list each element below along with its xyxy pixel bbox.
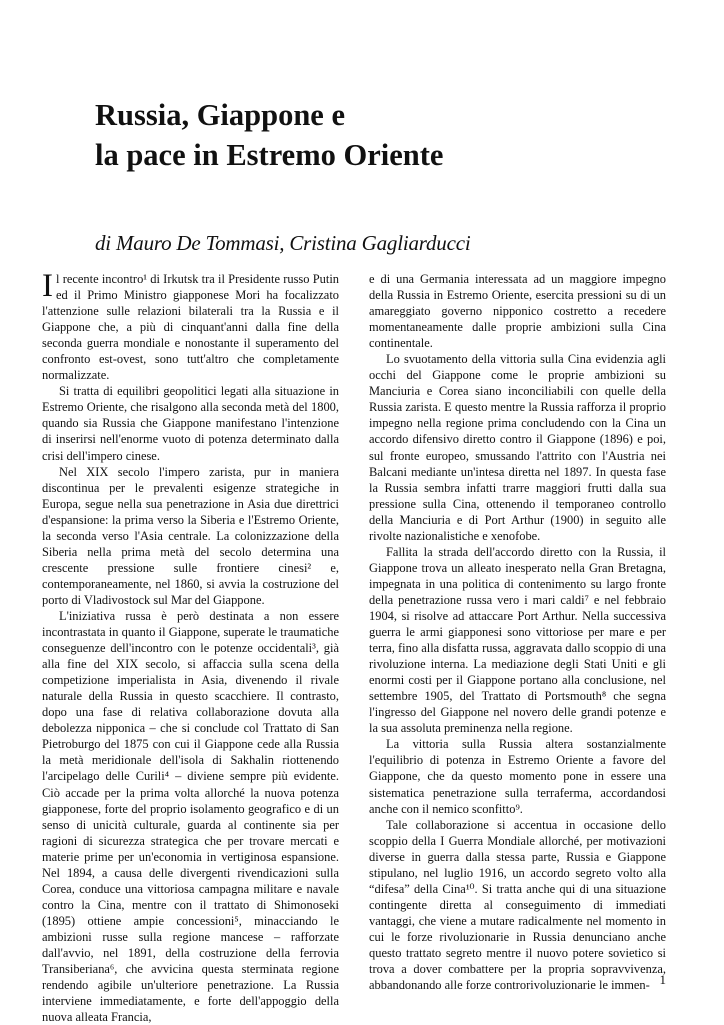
article-title bbox=[95, 95, 443, 175]
paragraph: e di una Germania interessata ad un maggiore impegno della Russia in Estremo Oriente, esercita pressioni su di un amareggiato governo nipponico costretto a recedere momentaneamente dalle proprie ambizioni sulla Cina continentale. bbox=[369, 272, 666, 351]
title-line-2: la pace in Estremo Oriente bbox=[95, 138, 444, 172]
paragraph: Fallita la strada dell'accordo diretto con la Russia, il Giappone trova un alleato inesperato nella Gran Bretagna, impegnata in una politica di contenimento su largo fronte della penetrazione russa vero i mari caldi⁷ e nel febbraio 1904, si risolve ad attaccare Port Arthur. Nella successiva guerra le armi giapponesi sono vittoriose per mare e per terra, fino alla disfatta russa, aggravata dallo scoppio di una rivoluzione interna. La mediazione degli Stati Uniti e gli enormi costi per il Giappone portano alla conclusione, nel settembre 1905, del Trattato di Portsmouth⁸ che segna l'ingresso del Giappone nel novero delle grandi potenze e la sua assoluta preminenza nella regione. bbox=[369, 544, 666, 736]
right-column bbox=[369, 271, 666, 993]
drop-cap: I bbox=[42, 268, 53, 304]
paragraph: L'iniziativa russa è però destinata a non essere incontrastata in quanto il Giappone, superate le traumatiche conseguenze dell'incontro con le potenze occidentali³, già alla fine del XIX secolo, si affaccia sulla scena della competizione imperialista in Asia, divenendo il rivale naturale della Russia in questo scacchiere. Il contrasto, dopo una fase di relativa collaborazione dovuta alla debolezza nipponica – che si conclude col Trattato di San Pietroburgo del 1875 con cui il Giappone cede alla Russia la metà meridionale dell'isola di Sakhalin riottenendo l'arcipelago delle Curili⁴ – diviene sempre più evidente. Ciò accade per la prima volta allorché la nuova potenza giapponese, forte del proprio isolamento geografico e di un senso di unicità culturale, guarda al continente sia per ragioni di sicurezza strategica che per trovare mercati e materie prime per un'economia in vertiginosa espansione. Nel 1894, a causa delle divergenti rivendicazioni sulla Corea, conduce una vittoriosa campagna militare e navale contro la Cina, mentre con il trattato di Shimonoseki (1895) ottiene ampie concessioni⁵, minacciando le ambizioni russe sulla regione mancese – rafforzate dall'avvio, nel 1891, della costruzione della ferrovia Transiberiana⁶, che avvicina questa sterminata regione rendendo agibile un'ulteriore penetrazione. La Russia interviene immediatamente, e forte dell'appoggio della nuova alleata Francia, bbox=[42, 608, 339, 1025]
left-column bbox=[42, 268, 339, 1025]
paragraph: Lo svuotamento della vittoria sulla Cina evidenzia agli occhi del Giappone come le proprie ambizioni su Manciuria e Corea siano inconciliabili con quelle della Russia zarista. E questo mentre la Russia rafforza il proprio impegno nella regione prima concludendo con la Cina un accordo difensivo diretto contro il Giappone (1896) e poi, sul fronte europeo, smussando l'attrito con l'Austria nei Balcani mediante un'intesa diretta nel 1897. In questa fase la Russia sembra infatti trarre maggiori frutti dalla sua pressione sulla Cina, ottenendo il temporaneo controllo della Manciuria e di Port Arthur (1900) in seguito alle rivolte nazionalistiche e xenofobe. bbox=[369, 352, 666, 543]
paragraph: Tale collaborazione si accentua in occasione dello scoppio della I Guerra Mondiale allorché, per motivazioni diverse in guerra dalla stessa parte, Russia e Giappone stipulano, nel luglio 1916, un accordo segreto volto alla “difesa” della Cina¹⁰. Si tratta anche qui di una situazione contingente diretta al conseguimento di immediati vantaggi, che viene a mutare radicalmente nel momento in cui le forze rivoluzionarie in Russia denunciano anche questo trattato segreto mentre il nuovo potere sovietico si trova a dover combattere per la propria sopravvivenza, abbandonando alle forze controrivoluzionarie le immen- bbox=[369, 817, 666, 993]
paragraph: Si tratta di equilibri geopolitici legati alla situazione in Estremo Oriente, che risalgono alla seconda metà del 1800, quando sia Russia che Giappone manifestano l'intenzione di inserirsi nell'enorme vuoto di potenza determinato dalla crisi dell'impero cinese. bbox=[42, 384, 339, 463]
article-authors: di Mauro De Tommasi, Cristina Gagliarducci bbox=[95, 231, 471, 255]
title-line-1: Russia, Giappone e bbox=[95, 98, 345, 132]
paragraph bbox=[42, 268, 339, 383]
page-number: 1 bbox=[659, 972, 666, 987]
paragraph: La vittoria sulla Russia altera sostanzialmente l'equilibrio di potenza in Estremo Oriente a favore del Giappone, che da questo momento pone in essere una sistematica penetrazione sulla terraferma, accordandosi anche con il nemico sconfitto⁹. bbox=[369, 737, 666, 816]
paragraph-text: l recente incontro¹ di Irkutsk tra il Presidente russo Putin ed il Primo Ministro giapponese Mori ha focalizzato l'attenzione sulle relazioni bilaterali tra la Russia e il Giappone che, a più di cinquant'anni dalla fine della seconda guerra mondiale e nonostante il superamento del confronto est-ovest, sono tutt'altro che completamente normalizzate. bbox=[42, 272, 339, 383]
paragraph: Nel XIX secolo l'impero zarista, pur in maniera discontinua per le prevalenti esigenze strategiche in Europa, segue nella sua penetrazione in Asia due direttrici d'espansione: la prima verso la Siberia e l'Estremo Oriente, la seconda verso l'Asia centrale. La colonizzazione della Siberia nella prima metà del secolo determina una crescente pressione sulle frontiere cinesi² e, contemporaneamente, nel 1860, si avvia la costruzione del porto di Vladivostock sul Mar del Giappone. bbox=[42, 464, 339, 607]
